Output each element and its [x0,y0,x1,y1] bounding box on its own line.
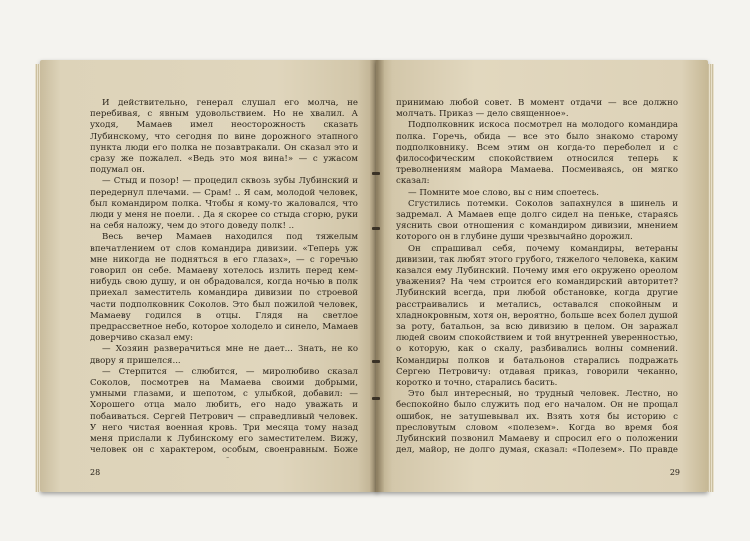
binding-stitch [372,172,380,175]
book-spine-gutter [370,60,384,492]
right-page [376,60,708,492]
left-page-text [90,98,358,458]
paragraph: Весь вечер Мамаев находился под тяжелым впечатлением от слов командира дивизии. «Теперь уж мне никогда не подняться в его глазах», — с горечью говорил он себе. Мамаеву хотелось излить перед кем-нибудь свою душу, и он обрадовался, когда ночью в полк приехал заместитель командира дивизии по строевой части подполковник Соколов. Это был пожилой человек, Мамаеву годился в отцы. Глядя на светлое предрассветное небо, которое холодело и синело, Мамаев доверчиво сказал ему: [90,232,358,344]
paragraph: Сгустились потемки. Соколов запахнулся в шинель и задремал. А Мамаев еще долго сидел на пеньке, стараясь уяснить свои отношения с командиром дивизии, мнением которого он в глубине души чрезвычайно дорожил. [396,198,678,243]
paragraph: Это был интересный, но трудный человек. Лестно, но беспокойно было служить под его началом. Он не прощал ошибок, не затушевывал их. Взять хотя бы историю с пресловутым словом «полезем». Когда во время боя Лубинский позвонил Мамаеву и спросил его о положении дел, майор, не долго думая, сказал: «Полезем». По правде [396,389,678,456]
paragraph: — Стерпится — слюбится, — миролюбиво сказал Соколов, посмотрев на Мамаева своими добрыми, умными глазами, и шепотом, с улыбкой, добавил: — Хорошего отца мало любить, его надо уважать и побаиваться. Сергей Петрович — справедливый человек. У него чистая военная кровь. Три месяца тому назад меня прислали к Лубинскому его заместителем. Вижу, человек он с характером, особым, своенравным. Боже [90,366,358,456]
paragraph: И действительно, генерал слушал его молча, не перебивая, с явным удовольствием. Но не хвалил. А уходя, Мамаев имел неосторожность сказать Лубинскому, что сегодня по вине дорожного этапного пункта люди его полка не позавтракали. Он сказал это и сразу же пожалел. «Ведь это моя вина!» — с ужасом подумал он. [90,98,358,176]
left-page [40,60,378,492]
open-book [40,52,708,500]
paragraph: Подполковник искоса посмотрел на молодого командира полка. Горечь, обида — все это было знакомо старому подполковнику. Всем этим он когда-то переболел и с философическим спокойствием относился теперь к треволнениям майора Мамаева. Посмеиваясь, он мягко сказал: [396,120,678,187]
paragraph: — Хозяин разверачиться мне не дает... Знать, не ко двору я пришелся... [90,344,358,366]
binding-stitch [372,397,380,400]
paragraph: — Стыд и позор! — процедил сквозь зубы Лубинский и передернул плечами. — Срам! .. Я сам, молодой человек, был командиром полка. Чтобы я кому-то жаловался, что люди у меня не поели. . Да я скорее со стыда сгорю, руки на себя наложу, чем до этого доведу полк! .. [90,176,358,232]
page-number-left: 28 [90,468,101,477]
page-number-right: 29 [669,468,680,477]
paragraph: — Помните мое слово, вы с ним споетесь. [408,187,599,198]
binding-stitch [372,227,380,230]
paragraph: принимаю любой совет. В момент отдачи — все должно молчать. Приказ — дело священное». [396,98,678,120]
right-page-text [396,98,678,458]
paragraph: Он спрашивал себя, почему командиры, ветераны дивизии, так любят этого грубого, тяжелого человека, каким казался ему Лубинский. Почему имя его окружено ореолом уважения? На чем строится его командирский авторитет? Лубинский всегда, при любой обстановке, когда другие расстраивались и метались, оставался спокойным и хладнокровным, хотя он, вероятно, больше всех болел душой за роту, батальон, за всю дивизию в целом. Он заражал людей своим спокойствием и той внутренней уверенностью, о которую, как о скалу, разбивались волны сомнений. Командиры полков и батальонов старались подражать Сергею Петровичу: отдавая приказ, говорили чеканно, коротко и точно, старались басить. [396,243,678,389]
binding-stitch [372,360,380,363]
